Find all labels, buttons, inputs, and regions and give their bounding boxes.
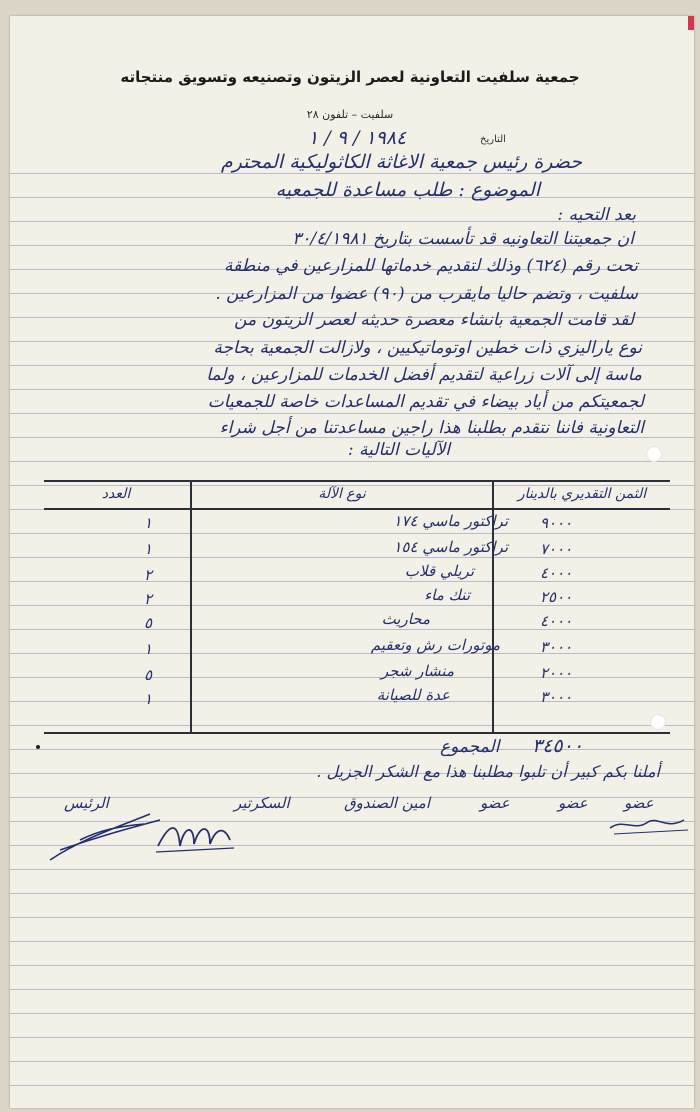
table-top-border <box>44 480 670 482</box>
margin-dot <box>36 745 40 749</box>
addressee: حضرة رئيس جمعية الاغاثة الكاثوليكية المحترم <box>220 151 582 173</box>
body-line: التعاونية فاننا نتقدم بطلبنا هذا راجين مساعدتنا من أجل شراء <box>219 418 644 438</box>
body-line: لجمعيتكم من أياد بيضاء في تقديم المساعدات خاصة للجمعيات <box>207 392 644 412</box>
table-bottom-border <box>44 732 670 734</box>
row-machine: عدة للصيانة <box>376 686 450 704</box>
greeting: بعد التحيه : <box>557 205 636 225</box>
row-price: ٩٠٠٠ <box>540 514 573 532</box>
date-label: التاريخ <box>480 134 506 145</box>
header-count: العدد <box>101 486 131 502</box>
signature-member <box>604 810 694 840</box>
subject-line: الموضوع : طلب مساعدة للجمعيه <box>275 179 540 201</box>
row-price: ٢٥٠٠ <box>540 588 573 606</box>
body-line: تحت رقم (٦٢٤) وذلك لتقديم خدماتها للمزارعين في منطقة <box>224 256 638 276</box>
closing-line: أملنا بكم كبير أن تلبوا مطلبنا هذا مع الشكر الجزيل . <box>316 762 660 781</box>
row-machine: موتورات رش وتعقيم <box>370 636 500 654</box>
row-machine: تريلي قلاب <box>404 562 474 580</box>
total-value: ٣٤٥٠٠ <box>532 735 584 757</box>
body-line: نوع ياراليزي ذات خطين اوتوماتيكيين ، ولازالت الجمعية بحاجة <box>213 338 642 358</box>
row-count: ٢ <box>144 566 153 584</box>
row-price: ٣٠٠٠ <box>540 638 573 656</box>
date-value: ١٩٨٤ / ٩ / ١ <box>308 127 407 149</box>
table-column-divider <box>190 480 192 734</box>
row-machine: محاريث <box>381 610 430 628</box>
machinery-table <box>44 480 670 734</box>
signature-secretary <box>150 812 240 858</box>
header-machine: نوع الآلة <box>318 486 366 502</box>
row-count: ٢ <box>144 590 153 608</box>
row-machine: تراكتور ماسي ١٥٤ <box>393 538 508 556</box>
punch-hole-top <box>646 446 662 462</box>
header-price: الثمن التقديري بالدينار <box>517 486 647 502</box>
row-count: ١ <box>144 640 153 658</box>
body-line: سلفيت ، وتضم حاليا مايقرب من (٩٠) عضوا من المزارعين . <box>215 284 638 304</box>
signature-label-member: عضو <box>558 794 588 812</box>
row-machine: تراكتور ماسي ١٧٤ <box>393 512 508 530</box>
row-count: ٥ <box>144 614 153 632</box>
row-count: ١ <box>144 690 153 708</box>
signature-label-chairman: الرئيس <box>64 794 109 812</box>
signature-label-treasurer: امين الصندوق <box>344 794 430 812</box>
signature-label-member: عضو <box>480 794 510 812</box>
body-line: ماسة إلى آلات زراعية لتقديم أفضل الخدمات للمزارعين ، ولما <box>206 365 642 385</box>
row-price: ٤٠٠٠ <box>540 612 573 630</box>
signature-label-secretary: السكرتير <box>234 794 290 812</box>
organization-subtitle: سلفيت – تلفون ٢٨ <box>306 108 394 121</box>
row-count: ١ <box>144 514 153 532</box>
table-header-border <box>44 508 670 510</box>
row-price: ٢٠٠٠ <box>540 664 573 682</box>
body-line: الآليات التالية : <box>347 440 450 460</box>
row-price: ٧٠٠٠ <box>540 540 573 558</box>
body-line: لقد قامت الجمعية بانشاء معصرة حديثه لعصر الزيتون من <box>234 310 634 330</box>
edge-tab-mark <box>688 16 694 30</box>
row-count: ١ <box>144 540 153 558</box>
row-machine: منشار شجر <box>380 662 454 680</box>
total-label: المجموع <box>440 737 500 757</box>
body-line: ان جمعيتنا التعاونيه قد تأسست بتاريخ ٣٠/٤/١٩٨١ <box>292 229 634 249</box>
row-price: ٤٠٠٠ <box>540 564 573 582</box>
signature-label-member: عضو <box>624 794 654 812</box>
row-price: ٣٠٠٠ <box>540 688 573 706</box>
row-machine: تنك ماء <box>424 586 470 604</box>
row-count: ٥ <box>144 666 153 684</box>
organization-title: جمعية سلفيت التعاونية لعصر الزيتون وتصنيعه وتسويق منتجاته <box>120 68 580 86</box>
